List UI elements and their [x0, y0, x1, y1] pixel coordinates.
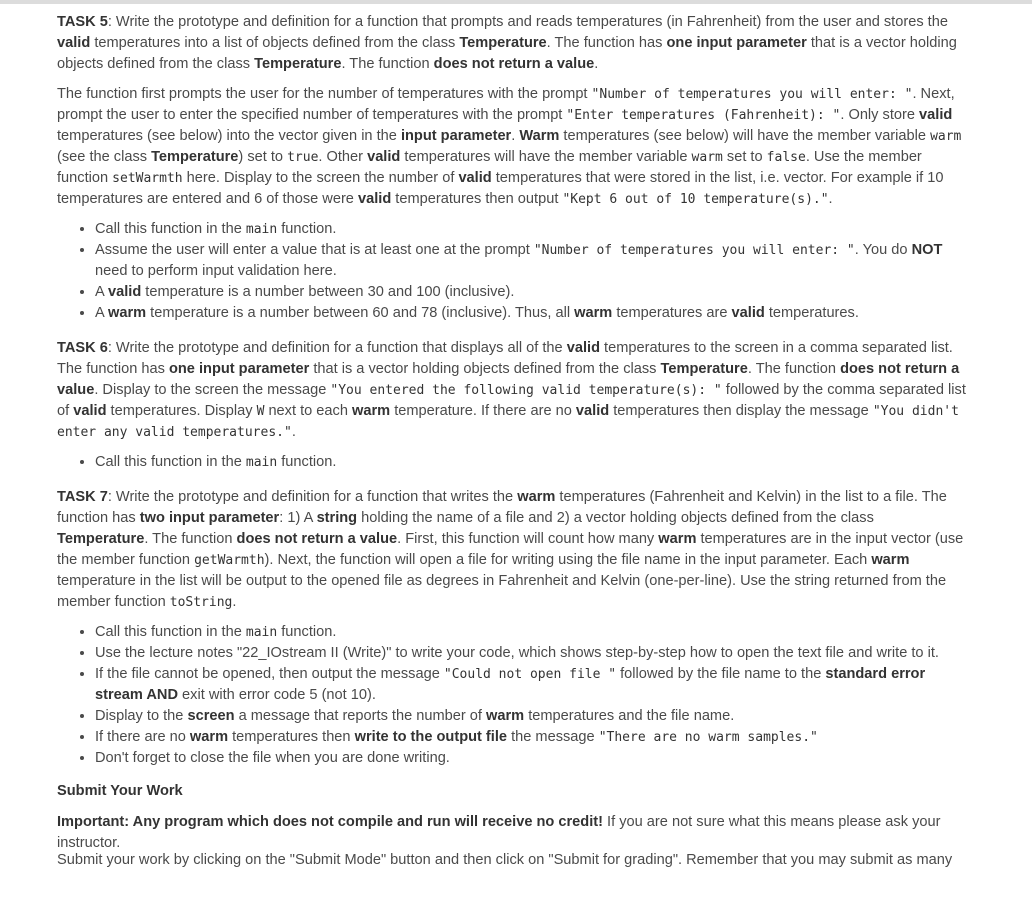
bold-text: valid	[731, 305, 765, 321]
text-run: ). Next, the function will open a file for writing using the file name in the input parameter. Each	[264, 552, 872, 568]
bullet-item	[95, 727, 967, 748]
task7-bullets	[57, 622, 967, 769]
text-run: .	[291, 424, 296, 440]
text-run: temperatures. Display	[106, 403, 257, 419]
bold-text: Important: Any program which does not compile and run will receive no credit!	[57, 814, 603, 830]
text-run: temperature. If there are no	[390, 403, 576, 419]
bold-text: warm	[574, 305, 613, 321]
bold-text: warm	[189, 729, 229, 745]
text-run: . Display to the screen the message	[94, 382, 331, 398]
bold-text: valid	[458, 170, 492, 186]
text-run: . The function has	[546, 35, 667, 51]
text-run: a message that reports the number of	[234, 708, 487, 724]
text-run: function.	[277, 454, 337, 470]
text-run: temperatures then	[228, 729, 355, 745]
text-run: (see the class	[57, 149, 152, 165]
text-run: temperatures will have the member variable	[400, 149, 692, 165]
bold-text: TASK 7	[57, 489, 108, 505]
text-run: exit with error code 5 (not 10).	[178, 687, 376, 703]
text-run: If the file cannot be opened, then output the message	[95, 666, 444, 682]
bullet-item	[95, 219, 967, 240]
text-run: temperature in the list will be output to the opened file as degrees in Fahrenheit and Kelvin (one-per-line). Use the string returned from the member function	[57, 573, 947, 610]
bullet-item	[95, 706, 967, 727]
text-run: . First, this function will count how many	[397, 531, 659, 547]
code-text: "Number of temperatures you will enter: "	[591, 87, 913, 102]
text-run: ) set to	[238, 149, 288, 165]
code-text: "Number of temperatures you will enter: "	[533, 243, 855, 258]
text-run: here. Display to the screen the number of	[182, 170, 459, 186]
text-run: Don't forget to close the file when you are done writing.	[95, 750, 450, 766]
code-text: "You entered the following valid temperature(s): "	[330, 383, 722, 398]
bold-text: write to the output file	[354, 729, 508, 745]
assignment-content	[57, 12, 967, 868]
submit-important	[57, 812, 967, 854]
text-run: : Write the prototype and definition for a function that prompts and reads temperatures (in Fahrenheit) from the user and stores the	[107, 14, 948, 30]
code-text: true	[287, 150, 319, 165]
text-run: temperatures (Fahrenheit and Kelvin) in the list to a file. The function has	[57, 489, 947, 526]
code-text: "Kept 6 out of 10 temperature(s)."	[562, 192, 829, 207]
task6-intro	[57, 338, 967, 443]
bold-text: valid	[566, 340, 600, 356]
submit-cutoff-line	[57, 850, 967, 868]
text-run: . The function	[341, 56, 434, 72]
text-run: temperature is a number between 30 and 100 (inclusive).	[141, 284, 515, 300]
bold-text: warm	[486, 708, 525, 724]
submit-cutoff-text: Submit your work by clicking on the "Submit Mode" button and then click on "Submit for grading". Remember that you may submit as many	[57, 852, 953, 868]
text-run: followed by the comma separated list of	[57, 382, 966, 419]
bullet-item	[95, 622, 967, 643]
bold-text: Temperature	[57, 531, 145, 547]
bullet-item	[95, 240, 967, 282]
task6-bullets	[57, 452, 967, 473]
code-text: toString	[169, 595, 233, 610]
bold-text: one input parameter	[168, 361, 310, 377]
task5-body	[57, 84, 967, 210]
code-text: main	[245, 625, 278, 640]
bold-text: warm	[658, 531, 697, 547]
bold-text: TASK 6	[57, 340, 108, 356]
bold-text: input parameter	[400, 128, 512, 144]
bold-text: does not return a value	[57, 361, 960, 398]
text-run: temperatures.	[764, 305, 859, 321]
text-run: function.	[277, 221, 337, 237]
bold-text: NOT	[911, 242, 943, 258]
bullet-item	[95, 282, 967, 303]
text-run: function.	[277, 624, 337, 640]
bold-text: warm	[352, 403, 391, 419]
bold-text: valid	[107, 284, 142, 300]
bold-text: two input parameter	[139, 510, 280, 526]
text-run: Call this function in the	[95, 454, 246, 470]
text-run: .	[828, 191, 833, 207]
bold-text: does not return a value	[433, 56, 595, 72]
code-text: "There are no warm samples."	[598, 730, 818, 745]
text-run: temperatures then display the message	[609, 403, 873, 419]
code-text: "You didn't enter any valid temperatures."	[57, 404, 959, 440]
text-run: : Write the prototype and definition for a function that writes the	[107, 489, 518, 505]
bullet-item	[95, 643, 967, 664]
text-run: next to each	[264, 403, 353, 419]
text-run: need to perform input validation here.	[95, 263, 337, 279]
text-run: . Other	[318, 149, 368, 165]
text-run: . Only store	[840, 107, 920, 123]
bullet-item	[95, 664, 967, 706]
bold-text: warm	[107, 305, 147, 321]
text-run: the message	[507, 729, 599, 745]
text-run: .	[511, 128, 520, 144]
text-run: The function first prompts the user for the number of temperatures with the prompt	[57, 86, 592, 102]
bullet-item	[95, 303, 967, 324]
text-run: temperatures into a list of objects defined from the class	[90, 35, 460, 51]
bold-text: screen	[187, 708, 235, 724]
bold-text: valid	[73, 403, 107, 419]
text-run: temperatures to the screen in a comma separated list. The function has	[57, 340, 953, 377]
bold-text: valid	[919, 107, 953, 123]
code-text: warm	[691, 150, 723, 165]
code-text: W	[256, 404, 265, 419]
bold-text: Temperature	[660, 361, 748, 377]
text-run: . You do	[854, 242, 912, 258]
code-text: false	[766, 150, 806, 165]
bold-text: TASK 5	[57, 14, 108, 30]
bold-text: standard error stream AND	[95, 666, 926, 703]
text-run: . The function	[747, 361, 841, 377]
text-run: Display to the	[95, 708, 188, 724]
bold-text: Temperature	[459, 35, 547, 51]
text-run: that is a vector holding objects defined from the class	[309, 361, 661, 377]
bold-text: valid	[367, 149, 401, 165]
bold-text: warm	[517, 489, 556, 505]
text-run: set to	[722, 149, 767, 165]
text-run: Use the lecture notes "22_IOstream II (Write)" to write your code, which shows step-by-step how to open the text file and write to it.	[95, 645, 939, 661]
text-run: temperature is a number between 60 and 78 (inclusive). Thus, all	[146, 305, 575, 321]
text-run: temperatures are in the input vector (use the member function	[57, 531, 964, 568]
text-run: temperatures then output	[391, 191, 563, 207]
code-text: warm	[930, 129, 962, 144]
code-text: setWarmth	[112, 171, 183, 186]
text-run: Assume the user will enter a value that is at least one at the prompt	[95, 242, 534, 258]
bold-text: Warm	[519, 128, 560, 144]
text-run: . The function	[144, 531, 237, 547]
text-run: Call this function in the	[95, 624, 246, 640]
task5-bullets	[57, 219, 967, 324]
bold-text: one input parameter	[666, 35, 807, 51]
text-run: holding the name of a file and 2) a vector holding objects defined from the class	[357, 510, 874, 526]
text-run: : 1) A	[279, 510, 317, 526]
text-run: temperatures and the file name.	[524, 708, 735, 724]
text-run: . Use the member function	[57, 149, 922, 186]
text-run: A	[95, 305, 108, 321]
task7-intro	[57, 487, 967, 613]
submit-heading: Submit Your Work	[57, 783, 183, 799]
bold-text: valid	[575, 403, 610, 419]
text-run: temperatures (see below) will have the member variable	[559, 128, 931, 144]
task5-intro	[57, 12, 967, 75]
bold-text: Temperature	[254, 56, 342, 72]
bold-text: valid	[57, 35, 91, 51]
text-run: temperatures are	[612, 305, 732, 321]
bold-text: does not return a value	[236, 531, 398, 547]
code-text: main	[245, 222, 278, 237]
text-run: A	[95, 284, 108, 300]
code-text: "Could not open file "	[443, 667, 617, 682]
code-text: main	[245, 455, 278, 470]
bold-text: valid	[357, 191, 392, 207]
bullet-item	[95, 748, 967, 769]
text-run: Call this function in the	[95, 221, 246, 237]
text-run: .	[232, 594, 237, 610]
text-run: .	[594, 56, 599, 72]
bold-text: warm	[871, 552, 910, 568]
bold-text: string	[316, 510, 358, 526]
text-run: If there are no	[95, 729, 190, 745]
text-run: temperatures that were stored in the list, i.e. vector. For example if 10 temperatures are entered and 6 of those were	[57, 170, 944, 207]
text-run: . Next, prompt the user to enter the specified number of temperatures with the prompt	[57, 86, 955, 123]
text-run: followed by the file name to the	[616, 666, 826, 682]
bullet-item	[95, 452, 967, 473]
text-run: that is a vector holding objects defined from the class	[57, 35, 957, 72]
code-text: "Enter temperatures (Fahrenheit): "	[566, 108, 841, 123]
top-border	[0, 0, 1032, 4]
code-text: getWarmth	[194, 553, 265, 568]
text-run: : Write the prototype and definition for a function that displays all of the	[107, 340, 567, 356]
text-run: temperatures (see below) into the vector given in the	[57, 128, 401, 144]
bold-text: Temperature	[151, 149, 239, 165]
text-run: If you are not sure what this means please ask your instructor.	[57, 814, 941, 851]
